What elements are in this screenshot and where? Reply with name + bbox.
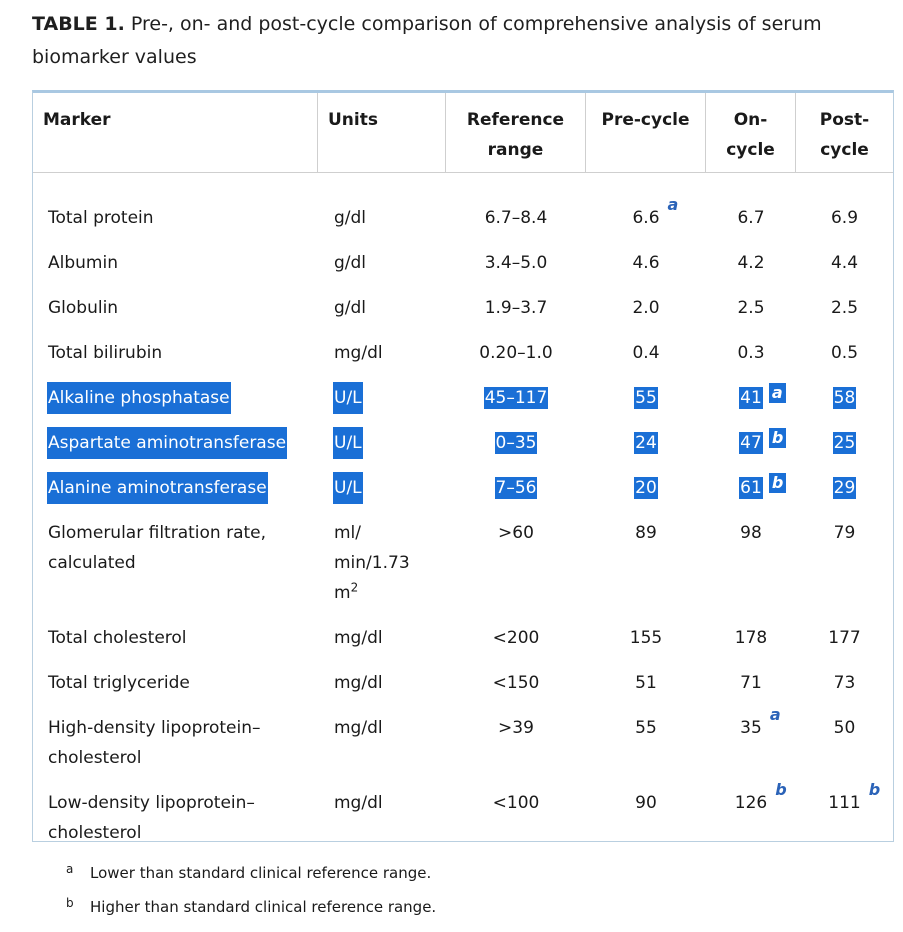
- column-header-line: Units: [328, 110, 378, 130]
- cell-on-cycle: [706, 248, 796, 278]
- cell-on-cycle: [706, 293, 796, 323]
- cell-on-cycle: [706, 705, 796, 743]
- cell-reference-range-value: 0–35: [495, 433, 537, 453]
- cell-on-cycle: [706, 383, 796, 413]
- cell-post-cycle-value: 2.5: [830, 298, 859, 318]
- column-header-line: Post-: [819, 110, 870, 130]
- cell-units: $m^2$: [334, 580, 359, 603]
- footnote-link-a[interactable]: a: [667, 195, 679, 214]
- cell-reference-range: [446, 713, 586, 743]
- cell-marker: Glomerular filtration rate,: [48, 523, 267, 543]
- cell-reference-range-value: <150: [492, 673, 540, 693]
- cell-post-cycle-value: 58: [833, 388, 856, 408]
- cell-on-cycle-value: 98: [740, 523, 762, 543]
- cell-marker: Low-density lipoprotein–: [48, 793, 255, 813]
- cell-pre-cycle-value: 155: [629, 628, 663, 648]
- cell-units: mg/dl: [334, 628, 383, 648]
- column-header-pre-cycle[interactable]: [586, 93, 706, 173]
- cell-pre-cycle: [586, 383, 706, 413]
- cell-post-cycle-value: 29: [833, 478, 856, 498]
- cell-pre-cycle: [586, 195, 706, 233]
- cell-reference-range-value: >39: [498, 718, 534, 738]
- footnote-text: Lower than standard clinical reference range.: [90, 864, 432, 882]
- cell-post-cycle: [796, 713, 893, 743]
- cell-pre-cycle: [586, 473, 706, 503]
- cell-marker: Aspartate aminotransferase: [48, 428, 286, 458]
- cell-pre-cycle: [586, 518, 706, 548]
- cell-on-cycle: [706, 428, 796, 458]
- cell-units: g/dl: [334, 253, 367, 273]
- cell-post-cycle: [796, 518, 893, 548]
- cell-pre-cycle-value: 55: [635, 718, 657, 738]
- cell-reference-range: [446, 203, 586, 233]
- cell-reference-range-value: 1.9–3.7: [484, 298, 548, 318]
- cell-on-cycle: [706, 780, 796, 818]
- cell-reference-range: [446, 428, 586, 458]
- cell-post-cycle-value: 111 b: [828, 780, 881, 813]
- column-header-on-cycle[interactable]: [706, 93, 796, 173]
- cell-reference-range-value: 7–56: [495, 478, 537, 498]
- cell-reference-range-value: 6.7–8.4: [484, 208, 548, 228]
- column-header-line: range: [487, 140, 544, 160]
- column-header-line: On-: [733, 110, 768, 130]
- cell-on-cycle-value: 35 a: [740, 705, 781, 738]
- cell-on-cycle-value: 61 b: [740, 473, 784, 498]
- column-header-marker[interactable]: [33, 93, 318, 173]
- cell-units: U/L: [334, 383, 362, 413]
- footnote-link-b[interactable]: b: [771, 428, 784, 447]
- cell-reference-range-value: 45–117: [484, 388, 548, 408]
- cell-reference-range-value: 3.4–5.0: [484, 253, 548, 273]
- cell-reference-range: [446, 473, 586, 503]
- cell-post-cycle-value: 25: [833, 433, 856, 453]
- cell-post-cycle: [796, 383, 893, 413]
- cell-pre-cycle: [586, 293, 706, 323]
- cell-on-cycle-value: 47 b: [740, 428, 784, 453]
- column-header-line: cycle: [726, 140, 775, 160]
- cell-units: U/L: [334, 428, 362, 458]
- cell-units: mg/dl: [334, 718, 383, 738]
- cell-marker: High-density lipoprotein–: [48, 718, 261, 738]
- cell-units: ml/: [334, 523, 362, 543]
- cell-pre-cycle-value: 0.4: [632, 343, 660, 363]
- cell-units: U/L: [334, 473, 362, 503]
- cell-reference-range: [446, 293, 586, 323]
- cell-pre-cycle-value: 20: [635, 478, 657, 498]
- cell-marker: Total protein: [48, 208, 154, 228]
- cell-post-cycle: [796, 338, 893, 368]
- cell-pre-cycle: [586, 428, 706, 458]
- table-title: [32, 8, 872, 74]
- cell-on-cycle: [706, 518, 796, 548]
- cell-on-cycle: [706, 338, 796, 368]
- cell-on-cycle-value: 126 b: [734, 780, 787, 813]
- column-header-post-cycle[interactable]: [796, 93, 893, 173]
- cell-pre-cycle-value: 6.6 a: [632, 195, 679, 228]
- cell-marker: calculated: [48, 553, 136, 573]
- cell-units: mg/dl: [334, 343, 383, 363]
- column-header-line: Reference: [466, 110, 565, 130]
- cell-post-cycle: [796, 780, 893, 818]
- cell-post-cycle-value: 0.5: [830, 343, 859, 363]
- cell-on-cycle: [706, 623, 796, 653]
- cell-post-cycle: [796, 428, 893, 458]
- footnote-link-b[interactable]: b: [775, 780, 787, 799]
- cell-units: min/1.73: [334, 553, 410, 573]
- cell-post-cycle: [796, 203, 893, 233]
- cell-pre-cycle-value: 4.6: [632, 253, 660, 273]
- cell-on-cycle-value: 4.2: [737, 253, 765, 273]
- cell-units: mg/dl: [334, 793, 383, 813]
- cell-post-cycle: [796, 473, 893, 503]
- cell-pre-cycle-value: 90: [635, 793, 657, 813]
- cell-reference-range: [446, 623, 586, 653]
- table-caption: Pre-, on- and post-cycle comparison of comprehensive analysis of serum biomarker values: [32, 13, 822, 68]
- cell-marker: cholesterol: [48, 823, 142, 842]
- cell-reference-range-value: <200: [492, 628, 540, 648]
- cell-reference-range-value: <100: [492, 793, 540, 813]
- cell-on-cycle: [706, 668, 796, 698]
- column-header-line: Marker: [43, 110, 111, 130]
- footnote-link-b[interactable]: b: [868, 780, 881, 799]
- superscript: 2: [350, 580, 359, 595]
- cell-pre-cycle: [586, 713, 706, 743]
- cell-pre-cycle-value: 89: [635, 523, 657, 543]
- footnote-mark: a: [66, 862, 74, 876]
- column-header-line: cycle: [820, 140, 869, 160]
- cell-marker: Albumin: [48, 253, 118, 273]
- footnote-link-b[interactable]: b: [771, 473, 784, 492]
- cell-pre-cycle-value: 2.0: [632, 298, 660, 318]
- cell-on-cycle-value: 41 a: [740, 383, 783, 408]
- data-table[interactable]: [32, 90, 894, 842]
- cell-post-cycle-value: 177: [828, 628, 861, 648]
- cell-post-cycle: [796, 668, 893, 698]
- cell-post-cycle-value: 4.4: [830, 253, 859, 273]
- cell-post-cycle-value: 50: [833, 718, 856, 738]
- cell-pre-cycle-value: 24: [635, 433, 657, 453]
- cell-pre-cycle: [586, 338, 706, 368]
- cell-pre-cycle: [586, 788, 706, 818]
- cell-marker: Alkaline phosphatase: [48, 383, 230, 413]
- cell-on-cycle: [706, 203, 796, 233]
- cell-marker: Total triglyceride: [48, 673, 190, 693]
- cell-post-cycle: [796, 623, 893, 653]
- cell-post-cycle: [796, 248, 893, 278]
- cell-reference-range: [446, 338, 586, 368]
- footnote-link-a[interactable]: a: [771, 383, 783, 402]
- footnote: [66, 858, 866, 892]
- cell-units: g/dl: [334, 208, 367, 228]
- cell-reference-range-value: >60: [498, 523, 534, 543]
- cell-post-cycle-value: 73: [833, 673, 856, 693]
- cell-post-cycle-value: 6.9: [830, 208, 859, 228]
- column-header-reference-range[interactable]: [446, 93, 586, 173]
- cell-on-cycle-value: 0.3: [737, 343, 765, 363]
- table-label: TABLE 1.: [32, 13, 125, 35]
- cell-reference-range: [446, 518, 586, 548]
- table-header: [33, 93, 893, 173]
- footnote-text: Higher than standard clinical reference range.: [90, 898, 437, 916]
- cell-on-cycle-value: 6.7: [737, 208, 765, 228]
- cell-pre-cycle-value: 51: [635, 673, 657, 693]
- cell-reference-range-value: 0.20–1.0: [479, 343, 553, 363]
- cell-units: g/dl: [334, 298, 367, 318]
- footnotes: [66, 858, 866, 926]
- cell-pre-cycle: [586, 248, 706, 278]
- cell-pre-cycle: [586, 668, 706, 698]
- footnote-link-a[interactable]: a: [769, 705, 781, 724]
- cell-marker: cholesterol: [48, 748, 142, 768]
- cell-pre-cycle-value: 55: [635, 388, 657, 408]
- footnote-mark: b: [66, 896, 74, 910]
- cell-reference-range: [446, 383, 586, 413]
- cell-post-cycle: [796, 293, 893, 323]
- column-header-units[interactable]: [318, 93, 446, 173]
- cell-marker: Total bilirubin: [48, 343, 163, 363]
- cell-pre-cycle: [586, 623, 706, 653]
- cell-units: mg/dl: [334, 673, 383, 693]
- footnote: [66, 892, 866, 926]
- cell-on-cycle: [706, 473, 796, 503]
- cell-marker: Globulin: [48, 298, 119, 318]
- cell-marker: Alanine aminotransferase: [48, 473, 267, 503]
- cell-reference-range: [446, 248, 586, 278]
- cell-on-cycle-value: 2.5: [737, 298, 765, 318]
- cell-post-cycle-value: 79: [833, 523, 856, 543]
- cell-marker: Total cholesterol: [48, 628, 187, 648]
- cell-reference-range: [446, 668, 586, 698]
- column-header-line: Pre-cycle: [601, 110, 690, 130]
- cell-on-cycle-value: 71: [740, 673, 762, 693]
- cell-on-cycle-value: 178: [734, 628, 768, 648]
- cell-reference-range: [446, 788, 586, 818]
